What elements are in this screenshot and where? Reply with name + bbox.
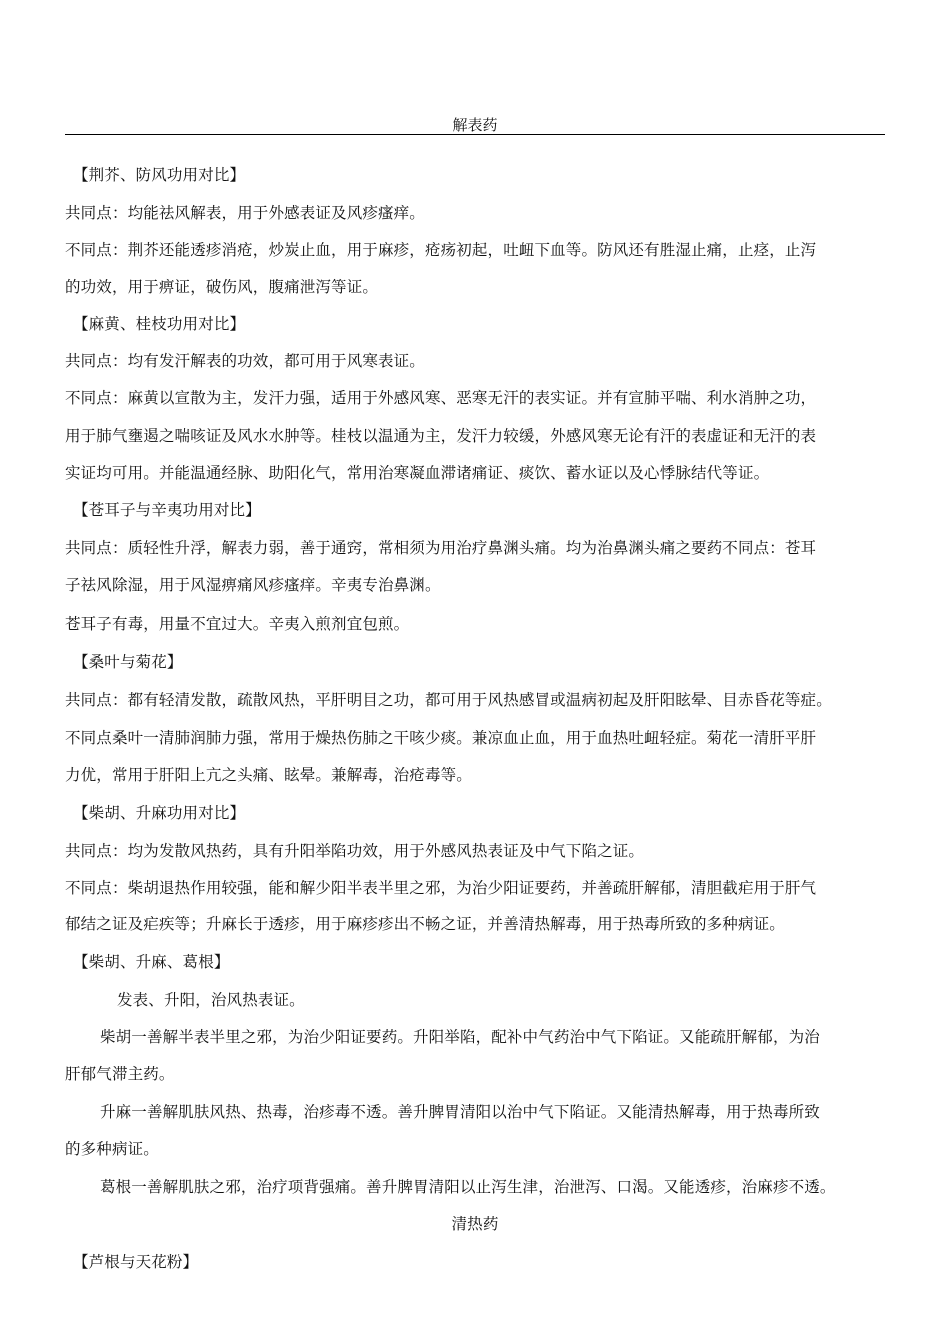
- section-heading: 【麻黄、桂枝功用对比】: [73, 315, 246, 333]
- paragraph-line: 共同点：质轻性升浮，解表力弱，善于通窍，常相须为用治疗鼻渊头痛。均为治鼻渊头痛之要药不同点：苍耳: [65, 539, 817, 557]
- paragraph-line: 郁结之证及疟疾等；升麻长于透疹，用于麻疹疹出不畅之证，并善清热解毒，用于热毒所致的多种病证。: [65, 915, 785, 933]
- paragraph-line: 苍耳子有毒，用量不宜过大。辛夷入煎剂宜包煎。: [65, 615, 410, 633]
- paragraph-line: 柴胡一善解半表半里之邪，为治少阳证要药。升阳举陷，配补中气药治中气下陷证。又能疏肝解郁，为治: [100, 1028, 820, 1046]
- section-heading: 【苍耳子与辛夷功用对比】: [73, 501, 261, 519]
- paragraph-line: 力优，常用于肝阳上亢之头痛、眩晕。兼解毒，治疮毒等。: [65, 766, 472, 784]
- paragraph-line: 的功效，用于痹证，破伤风，腹痛泄泻等证。: [65, 278, 379, 296]
- section-heading: 【荆芥、防风功用对比】: [73, 166, 246, 184]
- header-rule: [65, 134, 885, 135]
- paragraph-line: 不同点桑叶一清肺润肺力强，常用于燥热伤肺之干咳少痰。兼凉血止血，用于血热吐衄轻症。菊花一清肝平肝: [65, 729, 817, 747]
- section-heading: 【桑叶与菊花】: [73, 653, 183, 671]
- paragraph-line: 发表、升阳，治风热表证。: [117, 991, 305, 1009]
- paragraph-line: 不同点：柴胡退热作用较强，能和解少阳半表半里之邪，为治少阳证要药，并善疏肝解郁，清胆截疟用于肝气: [65, 879, 817, 897]
- paragraph-line: 用于肺气壅遏之喘咳证及风水水肿等。桂枝以温通为主，发汗力较缓，外感风寒无论有汗的表虚证和无汗的表: [65, 427, 817, 445]
- paragraph-line: 的多种病证。: [65, 1140, 159, 1158]
- paragraph-line: 共同点：均能祛风解表，用于外感表证及风疹瘙痒。: [65, 204, 425, 222]
- section-heading: 【芦根与天花粉】: [73, 1253, 199, 1271]
- paragraph-line: 实证均可用。并能温通经脉、助阳化气，常用治寒凝血滞诸痛证、痰饮、蓄水证以及心悸脉结代等证。: [65, 464, 770, 482]
- paragraph-line: 共同点：都有轻清发散，疏散风热，平肝明目之功，都可用于风热感冒或温病初起及肝阳眩晕、目赤昏花等症。: [65, 691, 832, 709]
- section-heading: 【柴胡、升麻功用对比】: [73, 804, 246, 822]
- paragraph-line: 共同点：均为发散风热药，具有升阳举陷功效，用于外感风热表证及中气下陷之证。: [65, 842, 645, 860]
- chapter-title: 清热药: [451, 1215, 499, 1233]
- paragraph-line: 升麻一善解肌肤风热、热毒，治疹毒不透。善升脾胃清阳以治中气下陷证。又能清热解毒，用于热毒所致: [100, 1103, 820, 1121]
- paragraph-line: 不同点：麻黄以宣散为主，发汗力强，适用于外感风寒、恶寒无汗的表实证。并有宣肺平喘、利水消肿之功，: [65, 389, 817, 407]
- paragraph-line: 共同点：均有发汗解表的功效，都可用于风寒表证。: [65, 352, 425, 370]
- paragraph-line: 葛根一善解肌肤之邪，治疗项背强痛。善升脾胃清阳以止泻生津，治泄泻、口渴。又能透疹，治麻疹不透。: [100, 1178, 836, 1196]
- section-heading: 【柴胡、升麻、葛根】: [73, 953, 230, 971]
- paragraph-line: 子祛风除湿，用于风湿痹痛风疹瘙痒。辛夷专治鼻渊。: [65, 576, 441, 594]
- paragraph-line: 不同点：荆芥还能透疹消疮，炒炭止血，用于麻疹，疮疡初起，吐衄下血等。防风还有胜湿止痛，止痉，止泻: [65, 241, 817, 259]
- paragraph-line: 肝郁气滞主药。: [65, 1065, 175, 1083]
- running-header: 解表药: [452, 116, 498, 134]
